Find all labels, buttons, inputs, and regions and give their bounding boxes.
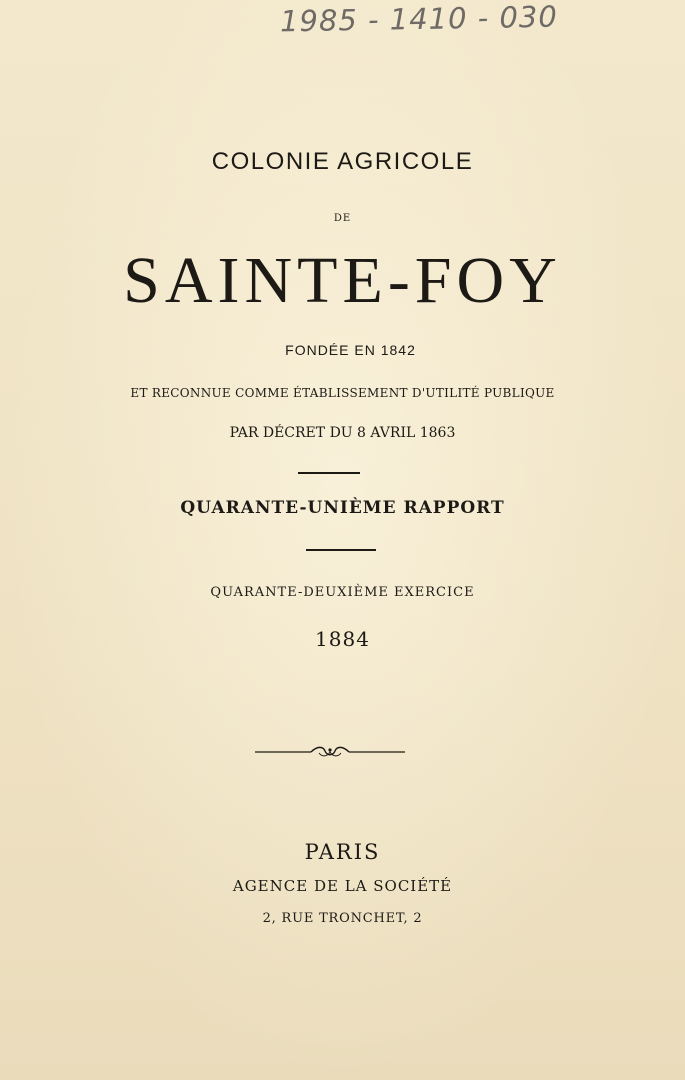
publisher-city: PARIS [304, 840, 381, 864]
title-line-1: COLONIE AGRICOLE [211, 148, 474, 175]
divider-rule-1 [298, 472, 360, 474]
publisher-agency: AGENCE DE LA SOCIÉTÉ [232, 877, 453, 895]
report-title: QUARANTE-UNIÈME RAPPORT [180, 498, 505, 518]
recognition-line: ET RECONNUE COMME ÉTABLISSEMENT D'UTILITÉ PUBLIQUE [130, 386, 555, 400]
main-title: SAINTE-FOY [123, 244, 562, 317]
report-year: 1884 [315, 627, 370, 651]
divider-rule-2 [306, 549, 376, 551]
title-connector: DE [333, 213, 352, 224]
ornamental-divider-icon [255, 745, 405, 759]
founding-date: FONDÉE EN 1842 [285, 342, 416, 358]
exercise-line: QUARANTE-DEUXIÈME EXERCICE [210, 585, 475, 600]
publisher-address: 2, RUE TRONCHET, 2 [262, 911, 423, 926]
decree-line: PAR DÉCRET DU 8 AVRIL 1863 [229, 425, 456, 441]
handwritten-catalog-number: 1985 - 1410 - 030 [279, 0, 559, 39]
